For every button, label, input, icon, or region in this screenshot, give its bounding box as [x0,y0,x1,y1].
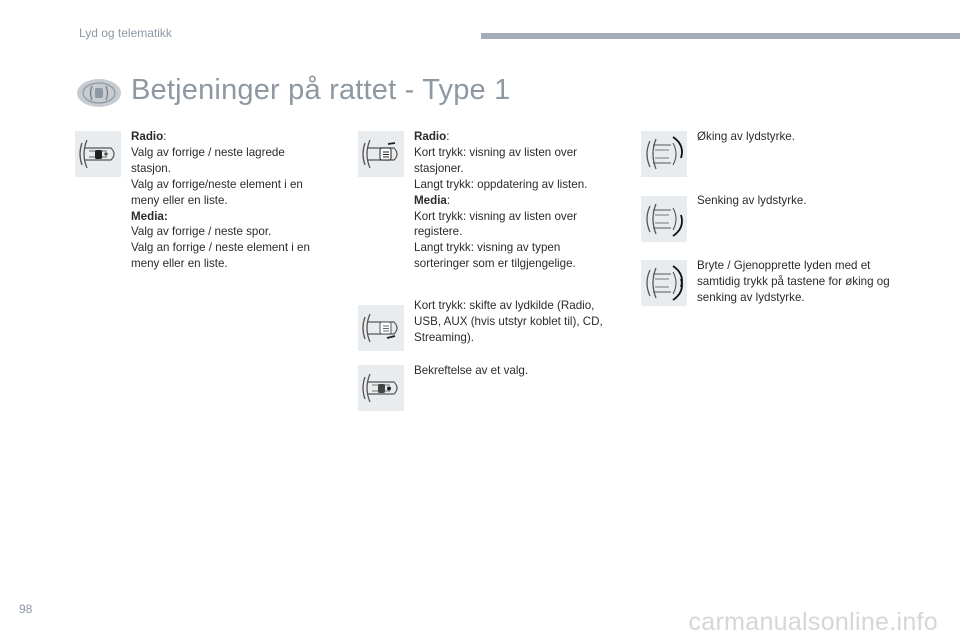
col1-media-line: meny eller en liste. [131,257,228,271]
steering-scroll-wheel-icon [75,131,121,177]
col2-radio-line: Kort trykk: visning av listen over [414,145,578,159]
col2-radio-line: stasjoner. [414,161,464,175]
col2-source-line: Streaming). [414,330,474,344]
col1-text [131,129,341,272]
col3-volume-up-line: Øking av lydstyrke. [697,130,795,143]
page-title: Betjeninger på rattet - Type 1 [131,74,511,106]
steering-ok-button-icon [358,365,404,411]
col2-radio-label: Radio [414,130,447,143]
col3-volume-down-line: Senking av lydstyrke. [697,194,807,207]
col2-source-text [414,298,629,346]
col3-mute-line: Bryte / Gjenopprette lyden med et [697,259,871,272]
col3-mute-text [697,258,927,306]
col1-media-label: Media: [131,209,168,223]
col2-media-line: Kort trykk: visning av listen over [414,209,578,223]
col3-mute-line: senking av lydstyrke. [697,290,805,304]
col1-radio-line: meny eller en liste. [131,193,228,207]
watermark: carmanualsonline.info [688,608,938,636]
col1-media-line: Valg av forrige / neste spor. [131,225,272,239]
col2-radio-line: Langt trykk: oppdatering av listen. [414,177,588,191]
col2-source-line: USB, AUX (hvis utstyr koblet til), CD, [414,314,603,328]
volume-down-button-icon [641,196,687,242]
col3-volume-up-text [697,129,927,145]
col2-media-line: sorteringer som er tilgjengelige. [414,257,576,271]
col1-radio-label: Radio [131,130,164,143]
steering-list-button-icon [358,131,404,177]
section-title: Lyd og telematikk [79,26,172,40]
col2-media-line: Langt trykk: visning av typen [414,241,561,255]
col2-media-line: registere. [414,225,463,239]
col2-list-text [414,129,629,272]
steering-control-icon [76,78,122,108]
col1-radio-sep: : [163,130,167,143]
col2-confirm-line: Bekreftelse av et valg. [414,364,529,377]
col1-radio-line: stasjon. [131,161,171,175]
col1-radio-line: Valg av forrige / neste lagrede [131,145,285,159]
col2-media-sep: : [446,193,451,207]
col3-mute-line: samtidig trykk på tastene for øking og [697,274,890,288]
col1-media-line: Valg an forrige / neste element i en [131,241,310,255]
col2-radio-sep: : [446,130,450,143]
volume-up-button-icon [641,131,687,177]
mute-buttons-icon [641,260,687,306]
col2-media-label: Media [414,193,447,207]
col3-volume-down-text [697,193,927,209]
page-number: 98 [19,602,33,616]
col2-source-line: Kort trykk: skifte av lydkilde (Radio, [414,299,595,312]
steering-source-button-icon [358,305,404,351]
col1-radio-line: Valg av forrige/neste element i en [131,177,303,191]
header-bar [481,33,960,39]
col2-confirm-text [414,363,629,379]
